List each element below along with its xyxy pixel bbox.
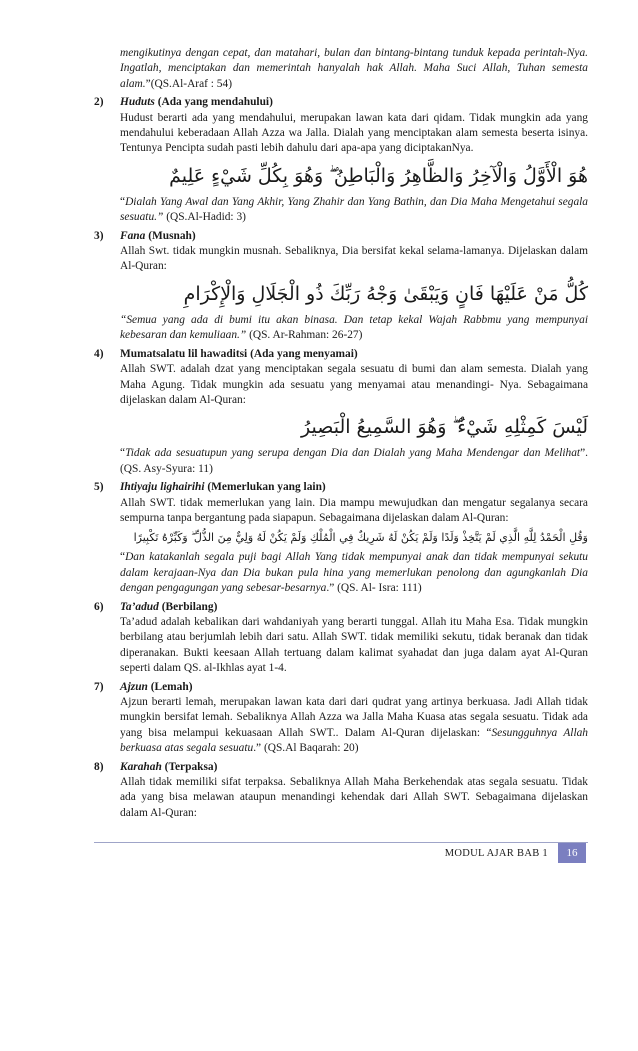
verse-reference: (QS. Ar-Rahman: 26-27) [246, 329, 363, 342]
verse-reference: (QS.Al-Hadid: 3) [163, 211, 246, 224]
verse-translation: “Tidak ada sesuatupun yang serupa dengan Dia dan Dialah yang Maha Mendengar dan Melihat”. (QS. Asy-Syura: 11) [120, 447, 588, 475]
item-body: Allah tidak memiliki sifat terpaksa. Sebaliknya Allah Maha Berkehendak atas segala sesuatu. Tidak ada yang bisa melawan ataupun menandingi kehendak dari Allah SWT. Sebagaimana dijelaskan dalam Al-Quran: [120, 776, 588, 819]
item-body: Allah Swt. tidak mungkin musnah. Sebaliknya, Dia bersifat kekal selama-lamanya. Dijelaskan dalam Al-Quran: [120, 245, 588, 273]
item-number: 4) [94, 347, 104, 360]
item-number: 2) [94, 96, 104, 109]
page-footer [94, 842, 588, 865]
item-meaning: (Ada yang mendahului) [157, 96, 273, 109]
item-meaning: (Terpaksa) [164, 760, 218, 773]
page-number: 16 [558, 843, 586, 863]
item-number: 5) [94, 481, 104, 494]
item-meaning: (Ada yang menyamai) [250, 347, 358, 360]
verse-reference: ”. (QS. Asy-Syura: 11) [120, 447, 588, 475]
arabic-verse: هُوَ الْأَوَّلُ وَالْآخِرُ وَالظَّاهِرُ وَالْبَاطِنُ ۖ وَهُوَ بِكُلِّ شَيْءٍ عَلِيمٌ [169, 164, 588, 187]
verse-reference: .” (QS. Al- Isra: 111) [326, 582, 422, 595]
list-item-ihtiyaju [94, 480, 588, 596]
list-item-fana [94, 229, 588, 344]
item-meaning: (Musnah) [148, 229, 196, 242]
arabic-verse: كُلُّ مَنْ عَلَيْهَا فَانٍ وَيَبْقَىٰ وَجْهُ رَبِّكَ ذُو الْجَلَالِ وَالْإِكْرَامِ [183, 282, 588, 305]
item-term: Huduts [120, 96, 155, 109]
arabic-verse: وَقُلِ الْحَمْدُ لِلَّهِ الَّذِي لَمْ يَتَّخِذْ وَلَدًا وَلَمْ يَكُنْ لَهُ شَرِيكٌ فِي الْمُلْكِ وَلَمْ يَكُنْ لَهُ وَلِيٌّ مِنَ الذُّلِّ ۖ وَكَبِّرْهُ تَكْبِيرًا [133, 531, 588, 545]
item-heading [120, 480, 588, 495]
page-content [94, 46, 588, 821]
verse-translation: “Semua yang ada di bumi itu akan binasa. Dan tetap kekal Wajah Rabbmu yang mempunyai kebesaran dan kemuliaan.” (QS. Ar-Rahman: 26-27) [120, 313, 588, 342]
item-meaning: (Memerlukan yang lain) [207, 481, 326, 494]
item-heading [120, 680, 588, 695]
item-meaning: (Lemah) [150, 680, 193, 693]
list-item-karahah [94, 760, 588, 822]
item-term: Ihtiyaju lighairihi [120, 481, 205, 494]
item-term: Karahah [120, 760, 162, 773]
item-heading [120, 600, 588, 615]
item-number: 8) [94, 760, 104, 773]
item-heading [120, 95, 588, 110]
item-body: Allah SWT. adalah dzat yang menciptakan segala sesuatu di bumi dan alam semesta. Dialah yang Maha Agung. Tidak mungkin ada sesuatu yang menyamai atau menandingi- Nya. Sebagaimana dijelaskan dalam Al-Quran: [120, 363, 588, 406]
item-number: 6) [94, 600, 104, 613]
item-heading [120, 760, 588, 775]
list-item-taadud [94, 600, 588, 677]
item-term: Mumatsalatu lil hawaditsi [120, 347, 248, 360]
item-heading [120, 229, 588, 244]
item-number: 7) [94, 680, 104, 693]
verse-translation: “Dialah Yang Awal dan Yang Akhir, Yang Zhahir dan Yang Bathin, dan Dia Maha Mengetahui segala sesuatu.” (QS.Al-Hadid: 3) [120, 195, 588, 224]
item-body: Allah SWT. tidak memerlukan yang lain. Dia mampu mewujudkan dan mengatur segalanya secara sempurna tanpa bergantung pada siapapun. Sebagaimana dijelaskan dalam Al-Quran: [120, 496, 588, 524]
item-term: Ta’adud [120, 600, 159, 613]
arabic-verse: لَيْسَ كَمِثْلِهِ شَيْءٌ ۖ وَهُوَ السَّمِيعُ الْبَصِيرُ [301, 416, 588, 439]
item-number: 3) [94, 229, 104, 242]
intro-verse-translation: mengikutinya dengan cepat, dan matahari, bulan dan bintang-bintang tunduk kepada perintah-Nya. Ingatlah, menciptakan dan memerintah hanyalah hak Allah. Maha Suci Allah, Tuhan semesta alam. [120, 47, 588, 90]
list-item-mumatsalatu [94, 347, 588, 477]
list-item-huduts [94, 95, 588, 225]
intro-paragraph [120, 46, 588, 92]
item-meaning: (Berbilang) [161, 600, 218, 613]
item-term: Ajzun [120, 680, 148, 693]
item-body: Ta’adud adalah kebalikan dari wahdaniyah yang berarti tunggal. Allah itu Maha Esa. Tidak mungkin berbilang atau berjumlah lebih dari satu. Allah SWT. tidak memiliki sekutu, tidak beranak dan tidak diperanakan. Bukti keesaan Allah tertuang dalam kalimat syahadat dan juga dalam ayat Al-Quran seperti dalam QS. al-Ikhlas ayat 1-4. [120, 615, 588, 675]
list-item-ajzun [94, 680, 588, 757]
item-body: Hudust berarti ada yang mendahului, merupakan lawan kata dari qidam. Tidak mungkin ada yang mendahului keberadaan Allah Azza wa Jalla. Dialah yang menciptakan alam semesta beserta isinya. Tentunya Pencipta sudah pasti lebih dahulu dari apa-apa yang diciptakanNya. [120, 111, 588, 155]
item-heading [120, 347, 588, 362]
item-body: Ajzun berarti lemah, merupakan lawan kata dari dari qudrat yang artinya berkuasa. Jadi Allah tidak mungkin bersifat lemah. Sebaliknya Allah Azza wa Jalla Maha Kuasa atas segala sesuatu. Tidak ada yang bisa melampui kekuasaan Allah SWT.. Dalam Al-Quran dijelaskan: “Sesungguhnya Allah berkuasa atas segala sesuatu.” (QS.Al Baqarah: 20) [120, 696, 588, 755]
intro-reference: ”(QS.Al-Araf : 54) [145, 77, 232, 90]
footer-module-label: MODUL AJAR BAB 1 [444, 848, 548, 859]
verse-translation: “Dan katakanlah segala puji bagi Allah Yang tidak mempunyai anak dan tidak mempunyai sekutu dalam kerajaan-Nya dan Dia bukan pula hina yang memerlukan penolong dan agungkanlah Dia dengan pengagungan yang sebesar-besarnya.” (QS. Al- Isra: 111) [120, 551, 588, 595]
item-term: Fana [120, 229, 146, 242]
